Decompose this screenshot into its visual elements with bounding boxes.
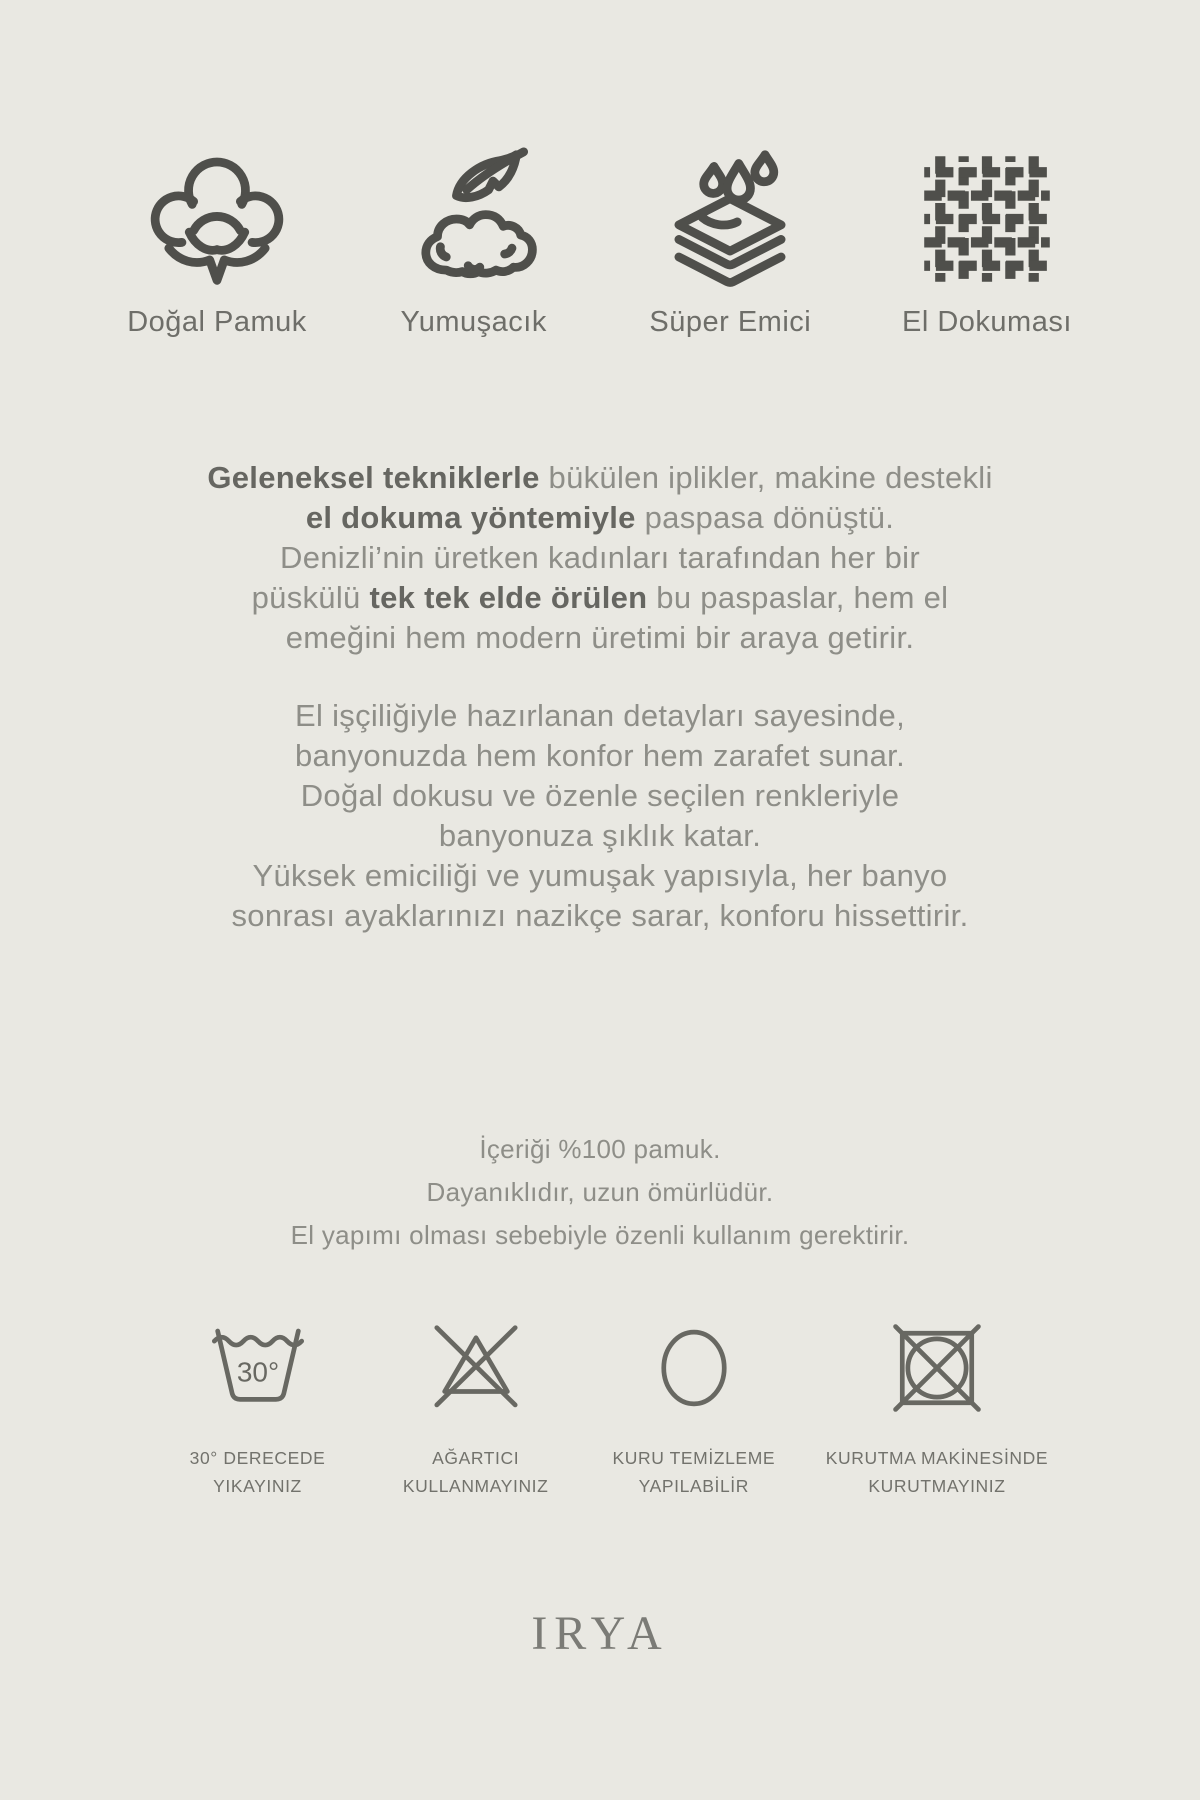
feather-cloud-icon bbox=[401, 146, 547, 292]
care-instructions-row bbox=[150, 1312, 1062, 1500]
care-label: KURU TEMİZLEME YAPILABİLİR bbox=[612, 1448, 776, 1496]
feature-label: Yumuşacık bbox=[400, 306, 547, 338]
wash-temperature-text: 30° bbox=[236, 1356, 279, 1388]
description-paragraph-1 bbox=[0, 458, 1200, 658]
absorbent-layers-icon bbox=[657, 146, 803, 292]
care-label: 30° DERECEDE YIKAYINIZ bbox=[189, 1448, 326, 1496]
no-bleach-icon bbox=[420, 1312, 532, 1424]
text-line: El işçiliğiyle hazırlanan detayları sayesinde, bbox=[295, 698, 905, 733]
text-line: El yapımı olması sebebiyle özenli kullanım gerektirir. bbox=[290, 1220, 910, 1250]
woven-fabric-icon bbox=[914, 146, 1060, 292]
no-tumble-dry-icon bbox=[881, 1312, 993, 1424]
feature-label: Süper Emici bbox=[649, 306, 812, 338]
text-line: Doğal dokusu ve özenle seçilen renkleriyle bbox=[300, 778, 900, 813]
text-line: İçeriği %100 pamuk. bbox=[479, 1134, 721, 1164]
dry-clean-icon bbox=[638, 1312, 750, 1424]
feature-super-absorbent bbox=[613, 146, 847, 339]
brand-logo: IRYA bbox=[531, 1607, 669, 1660]
text-line: banyonuza şıklık katar. bbox=[438, 818, 762, 853]
text-line: emeğini hem modern üretimi bir araya getirir. bbox=[285, 620, 915, 655]
wash-30-icon bbox=[202, 1312, 314, 1424]
feature-label: El Dokuması bbox=[902, 306, 1072, 338]
care-label: KURUTMA MAKİNESİNDE KURUTMAYINIZ bbox=[825, 1448, 1049, 1496]
care-item-dry-clean bbox=[586, 1312, 801, 1500]
text-line: püskülü tek tek elde örülen bu paspaslar, hem el bbox=[251, 580, 949, 615]
feature-softness bbox=[357, 146, 591, 339]
material-info bbox=[0, 1128, 1200, 1257]
text-line: Geleneksel tekniklerle bükülen iplikler, makine destekli bbox=[207, 460, 993, 495]
text-line: sonrası ayaklarınızı nazikçe sarar, konforu hissettirir. bbox=[231, 898, 969, 933]
feature-label: Doğal Pamuk bbox=[127, 306, 307, 338]
product-description bbox=[0, 458, 1200, 936]
text-line: Yüksek emiciliği ve yumuşak yapısıyla, her banyo bbox=[252, 858, 948, 893]
text-line: Dayanıklıdır, uzun ömürlüdür. bbox=[426, 1177, 774, 1207]
care-item-no-bleach bbox=[376, 1312, 576, 1500]
cotton-icon bbox=[144, 146, 290, 292]
text-line: Denizli’nin üretken kadınları tarafından her bir bbox=[280, 540, 920, 575]
feature-natural-cotton bbox=[100, 146, 334, 339]
feature-hand-woven bbox=[870, 146, 1104, 339]
features-row bbox=[100, 146, 1104, 339]
care-item-no-tumble-dry bbox=[812, 1312, 1062, 1500]
text-line: el dokuma yöntemiyle paspasa dönüştü. bbox=[305, 500, 895, 535]
text-line: banyonuzda hem konfor hem zarafet sunar. bbox=[295, 738, 905, 773]
care-item-wash-30 bbox=[150, 1312, 365, 1500]
care-label: AĞARTICI KULLANMAYINIZ bbox=[402, 1448, 549, 1496]
description-paragraph-2 bbox=[0, 696, 1200, 936]
